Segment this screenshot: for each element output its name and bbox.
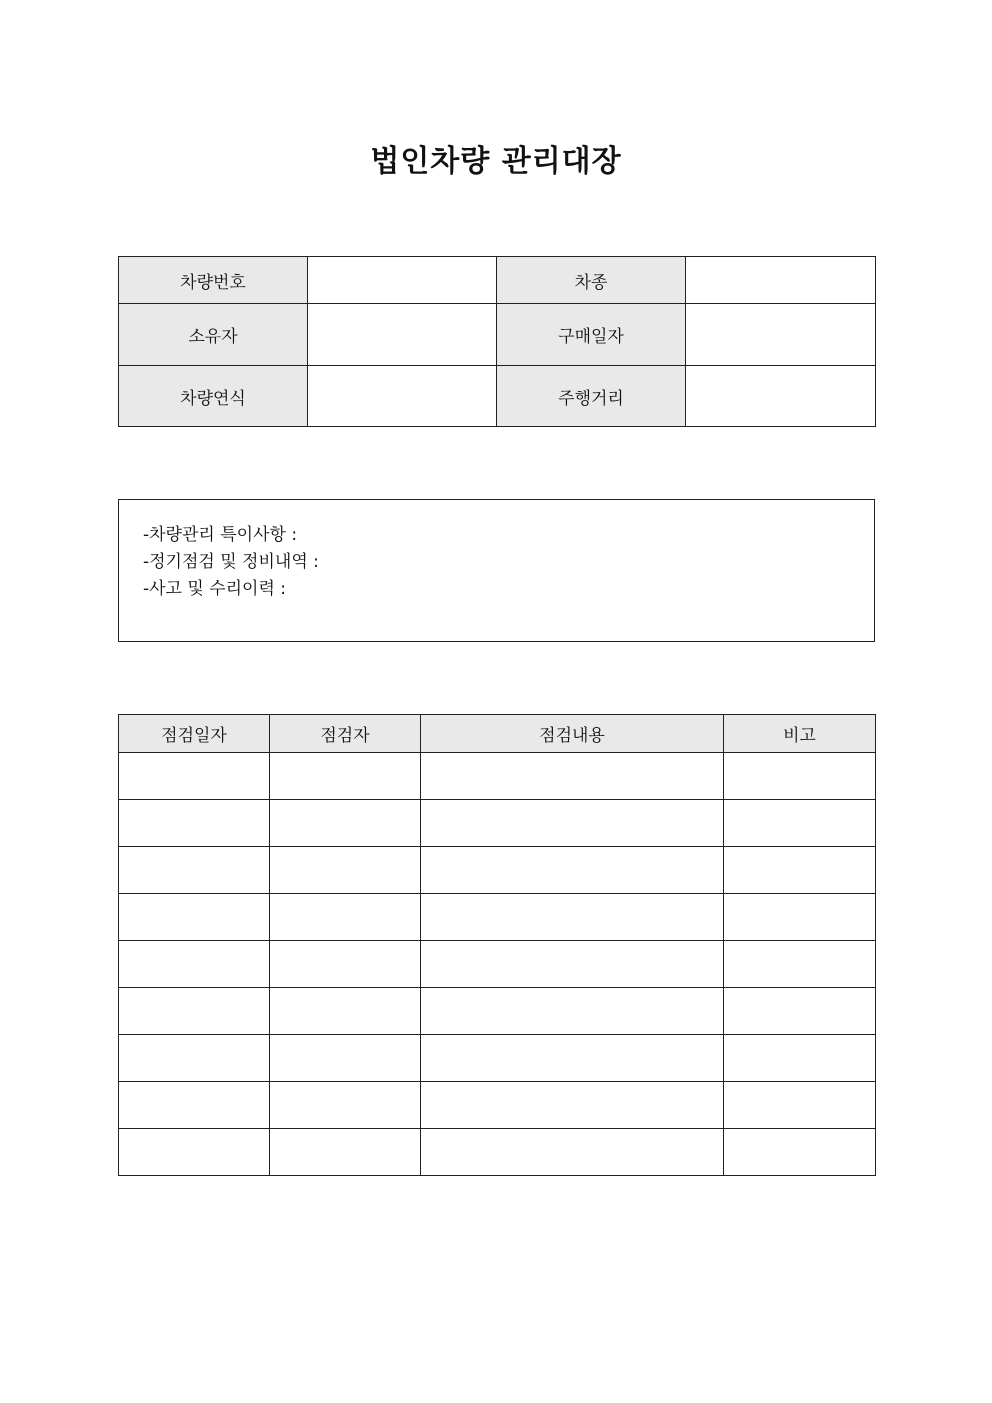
notes-box[interactable] [118,499,875,642]
vehicle-number-label: 차량번호 [119,257,308,304]
vehicle-type-field[interactable] [686,257,876,304]
remarks-cell[interactable] [724,847,876,894]
inspector-cell[interactable] [270,1035,421,1082]
mileage-field[interactable] [686,366,876,427]
info-row [119,366,876,427]
remarks-cell[interactable] [724,753,876,800]
info-row [119,257,876,304]
inspection-date-cell[interactable] [119,800,270,847]
inspector-cell[interactable] [270,1129,421,1176]
table-row [119,1082,876,1129]
table-row [119,1129,876,1176]
table-row [119,753,876,800]
remarks-cell[interactable] [724,1082,876,1129]
page-title: 법인차량 관리대장 [370,144,622,179]
vehicle-info-table [118,256,876,427]
table-row [119,894,876,941]
note-maintenance-history: -정기점검 및 정비내역 : [143,552,319,572]
inspector-cell[interactable] [270,894,421,941]
remarks-cell[interactable] [724,941,876,988]
inspection-details-cell[interactable] [421,1082,724,1129]
inspection-date-cell[interactable] [119,894,270,941]
table-row [119,847,876,894]
remarks-header: 비고 [724,715,876,753]
inspection-details-cell[interactable] [421,800,724,847]
inspection-log-table [118,714,876,1176]
inspection-details-cell[interactable] [421,1129,724,1176]
purchase-date-field[interactable] [686,304,876,366]
table-row [119,988,876,1035]
inspection-details-header: 점검내용 [421,715,724,753]
inspection-date-cell[interactable] [119,1129,270,1176]
note-accident-repair: -사고 및 수리이력 : [143,579,287,599]
inspection-details-cell[interactable] [421,847,724,894]
purchase-date-label: 구매일자 [497,304,686,366]
inspector-cell[interactable] [270,1082,421,1129]
inspector-cell[interactable] [270,941,421,988]
inspection-date-cell[interactable] [119,1082,270,1129]
inspector-cell[interactable] [270,988,421,1035]
inspection-date-cell[interactable] [119,1035,270,1082]
remarks-cell[interactable] [724,1035,876,1082]
table-row [119,800,876,847]
inspection-date-header: 점검일자 [119,715,270,753]
inspector-cell[interactable] [270,800,421,847]
remarks-cell[interactable] [724,988,876,1035]
inspection-details-cell[interactable] [421,894,724,941]
inspection-details-cell[interactable] [421,1035,724,1082]
log-header-row [119,715,876,753]
remarks-cell[interactable] [724,800,876,847]
inspection-date-cell[interactable] [119,753,270,800]
model-year-field[interactable] [308,366,497,427]
model-year-label: 차량연식 [119,366,308,427]
inspector-header: 점검자 [270,715,421,753]
vehicle-number-field[interactable] [308,257,497,304]
inspection-date-cell[interactable] [119,847,270,894]
remarks-cell[interactable] [724,894,876,941]
inspection-details-cell[interactable] [421,753,724,800]
mileage-label: 주행거리 [497,366,686,427]
inspection-date-cell[interactable] [119,988,270,1035]
inspector-cell[interactable] [270,847,421,894]
table-row [119,941,876,988]
remarks-cell[interactable] [724,1129,876,1176]
vehicle-type-label: 차종 [497,257,686,304]
owner-label: 소유자 [119,304,308,366]
inspector-cell[interactable] [270,753,421,800]
info-row [119,304,876,366]
owner-field[interactable] [308,304,497,366]
table-row [119,1035,876,1082]
inspection-details-cell[interactable] [421,988,724,1035]
note-special-remarks: -차량관리 특이사항 : [143,525,298,545]
inspection-date-cell[interactable] [119,941,270,988]
inspection-details-cell[interactable] [421,941,724,988]
